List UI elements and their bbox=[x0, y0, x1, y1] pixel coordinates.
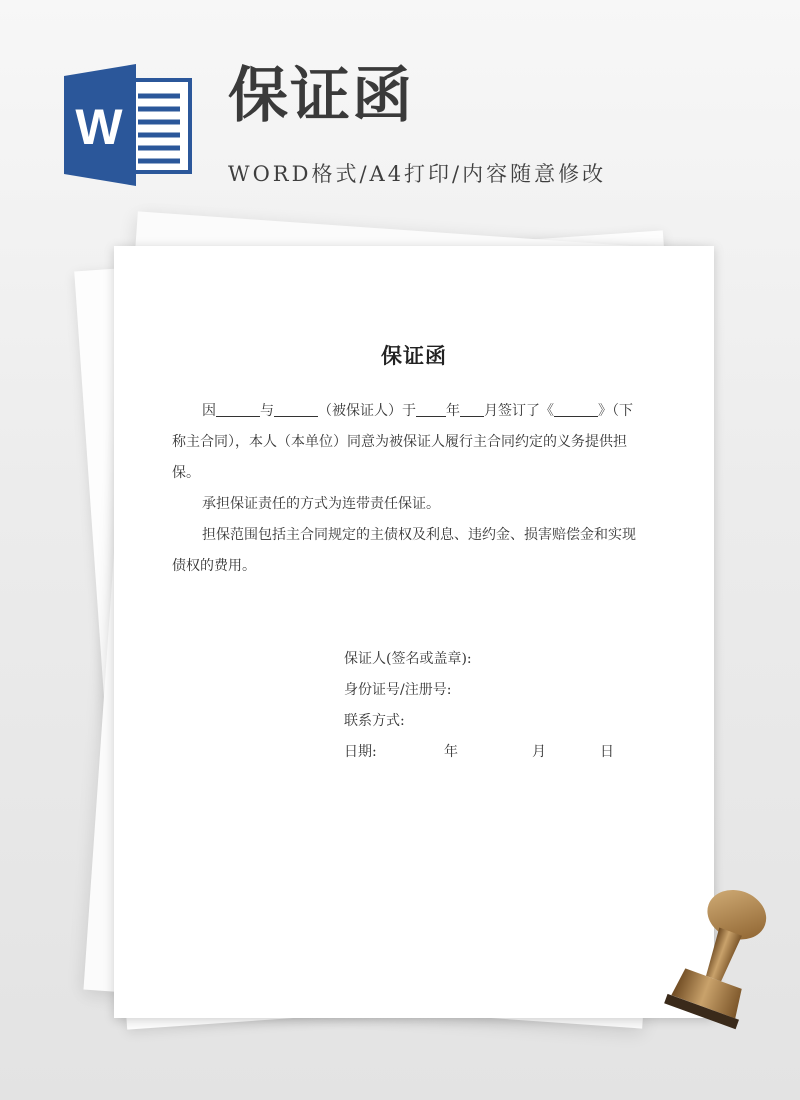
text-segment: 月签订了《 bbox=[484, 403, 554, 419]
banner bbox=[0, 0, 800, 220]
word-document-icon bbox=[62, 62, 194, 188]
date-row bbox=[344, 737, 644, 768]
text-segment: 承担保证责任的方式为连带责任保证。 bbox=[202, 496, 440, 512]
text-segment: 因 bbox=[202, 403, 216, 419]
text-segment: （被保证人）于 bbox=[318, 403, 416, 419]
date-day-label: 日 bbox=[600, 744, 614, 760]
word-icon-letter: W bbox=[75, 99, 123, 155]
signature-block bbox=[344, 644, 472, 737]
date-month-label: 月 bbox=[532, 744, 546, 760]
id-number-label: 身份证号/注册号: bbox=[344, 682, 452, 698]
paragraph-contract bbox=[172, 396, 638, 489]
paragraph-liability bbox=[172, 489, 638, 520]
banner-title: 保证函 bbox=[228, 61, 414, 131]
document-page bbox=[114, 246, 714, 1018]
fill-blank[interactable] bbox=[460, 402, 484, 417]
banner-subtitle: WORD格式/A4打印/内容随意修改 bbox=[228, 162, 607, 186]
text-segment: 与 bbox=[260, 403, 274, 419]
document-title: 保证函 bbox=[381, 343, 447, 368]
text-segment: 担保范围包括主合同规定的主债权及利息、违约金、损害赔偿金和实现债权的费用。 bbox=[172, 527, 636, 574]
date-label: 日期: bbox=[344, 744, 377, 760]
text-segment: 年 bbox=[446, 403, 460, 419]
fill-blank[interactable] bbox=[416, 402, 446, 417]
fill-blank[interactable] bbox=[216, 402, 260, 417]
guarantor-signature-label: 保证人(签名或盖章): bbox=[344, 651, 472, 667]
date-year-label: 年 bbox=[444, 744, 458, 760]
rubber-stamp-icon bbox=[650, 880, 780, 1040]
contact-label: 联系方式: bbox=[344, 713, 405, 729]
fill-blank[interactable] bbox=[274, 402, 318, 417]
text-segment: 》（下称主合同），本人（本单位）同意为被保证人履行主合同约定的义务提供担保。 bbox=[172, 403, 633, 481]
paragraph-scope bbox=[172, 520, 638, 582]
fill-blank[interactable] bbox=[554, 402, 598, 417]
